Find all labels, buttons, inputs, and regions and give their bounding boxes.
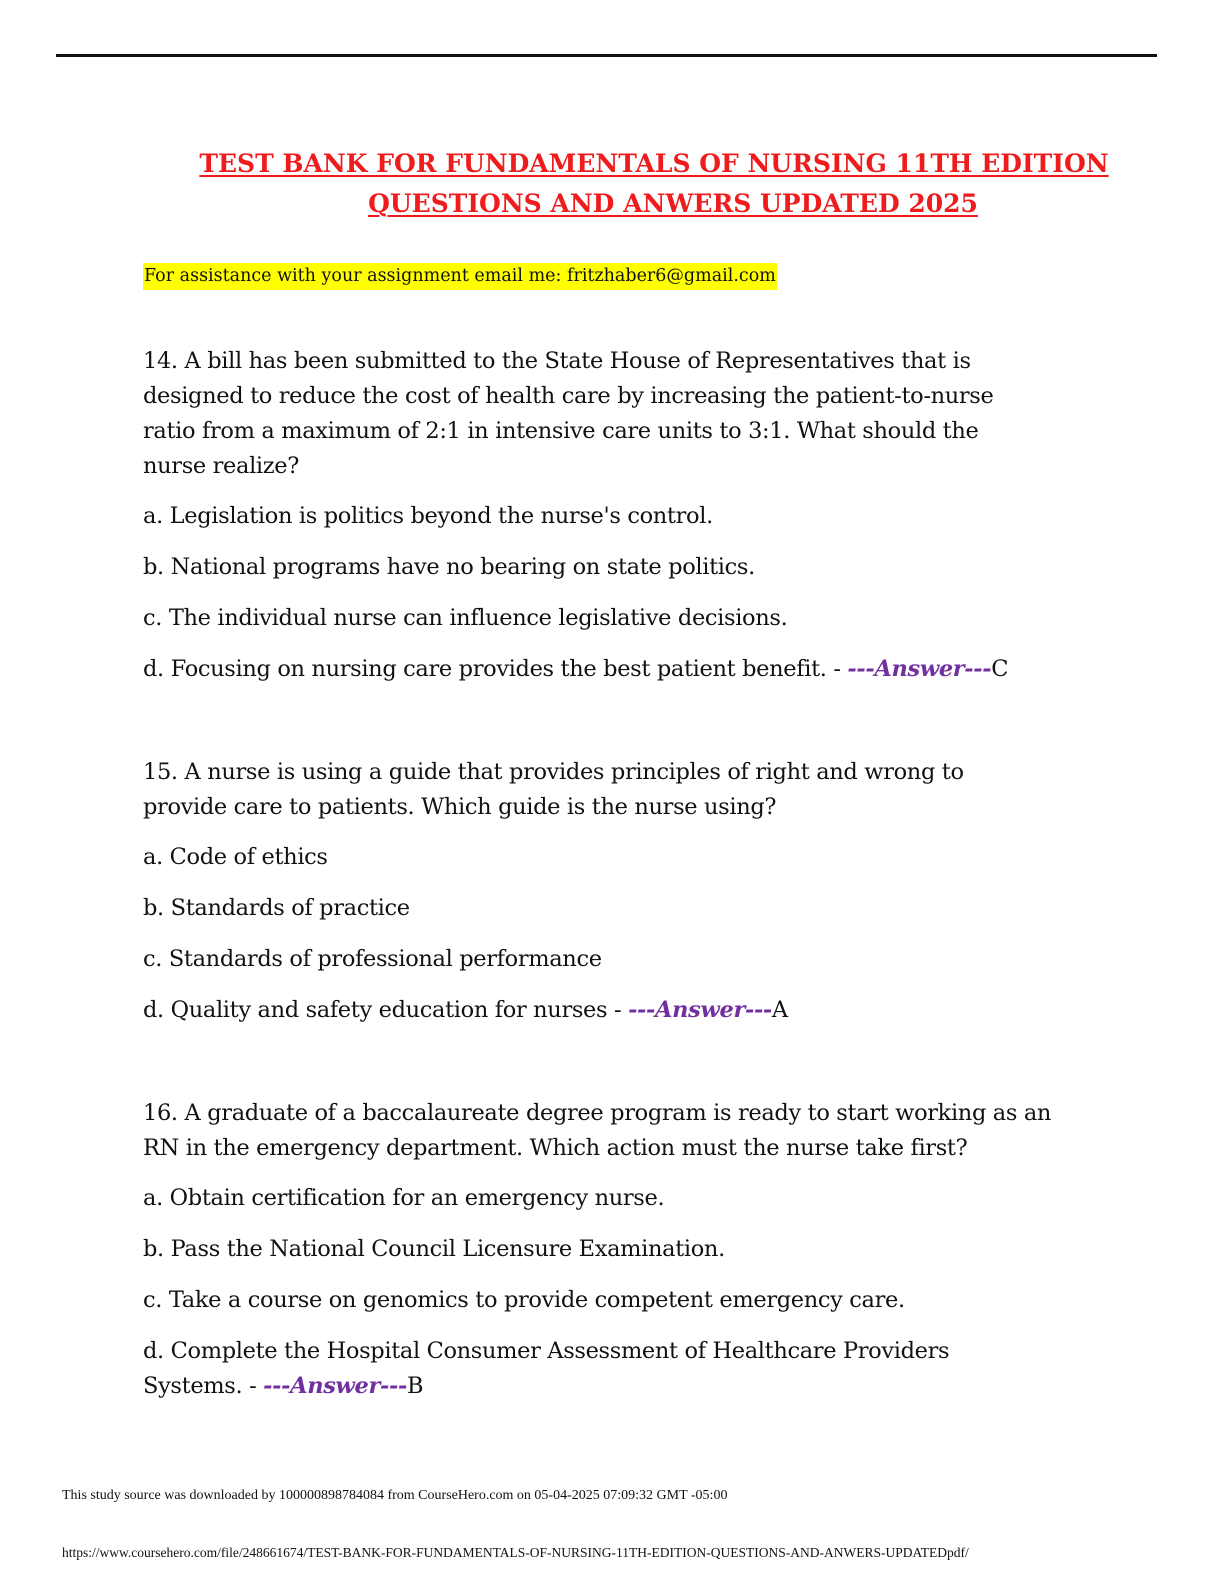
question-16 <box>143 1096 1073 1404</box>
document-title <box>100 144 1208 224</box>
question-stem: 15. A nurse is using a guide that provides principles of right and wrong to provide care to patients. Which guide is the nurse using? <box>143 759 964 820</box>
question-stem: 16. A graduate of a baccalaureate degree program is ready to start working as an RN in the emergency department. Which action must the nurse take first? <box>143 1100 1052 1161</box>
answer-letter: C <box>991 656 1009 682</box>
assistance-note: For assistance with your assignment email me: fritzhaber6@gmail.com <box>143 263 777 290</box>
option-a: a. Code of ethics <box>143 844 328 870</box>
question-stem: 14. A bill has been submitted to the State House of Representatives that is designed to reduce the cost of health care by increasing the patient-to-nurse ratio from a maximum of 2:1 in intensive care units to 3:1. What should the nurse realize? <box>143 348 994 479</box>
option-b: b. Standards of practice <box>143 895 410 921</box>
answer-marker: ---Answer--- <box>263 1373 407 1399</box>
option-c: c. The individual nurse can influence legislative decisions. <box>143 605 788 631</box>
option-d-text: d. Quality and safety education for nurses - <box>143 997 629 1023</box>
top-rule <box>56 54 1157 57</box>
option-c: c. Standards of professional performance <box>143 946 602 972</box>
option-c: c. Take a course on genomics to provide competent emergency care. <box>143 1287 905 1313</box>
answer-letter: A <box>771 997 788 1023</box>
title-line-2: QUESTIONS AND ANWERS UPDATED 2025 <box>368 189 978 218</box>
question-14 <box>143 344 1073 687</box>
option-d <box>143 1334 1003 1404</box>
option-d <box>143 993 1073 1028</box>
answer-marker: ---Answer--- <box>847 656 992 682</box>
question-15 <box>143 755 1073 1028</box>
option-b: b. Pass the National Council Licensure Examination. <box>143 1236 725 1262</box>
answer-letter: B <box>406 1373 424 1399</box>
option-d-text: d. Complete the Hospital Consumer Assessment of Healthcare Providers Systems. - <box>143 1338 950 1399</box>
title-line-1: TEST BANK FOR FUNDAMENTALS OF NURSING 11TH EDITION <box>199 149 1109 178</box>
option-d <box>143 652 1073 687</box>
option-b: b. National programs have no bearing on state politics. <box>143 554 755 580</box>
footer-url[interactable]: https://www.coursehero.com/file/248661674/TEST-BANK-FOR-FUNDAMENTALS-OF-NURSING-11TH-EDITION-QUESTIONS-AND-ANWERS-UPDATEDpdf/ <box>62 1545 969 1560</box>
footer-source-note: This study source was downloaded by 100000898784084 from CourseHero.com on 05-04-2025 07:09:32 GMT -05:00 <box>62 1488 728 1503</box>
option-a: a. Obtain certification for an emergency nurse. <box>143 1185 665 1211</box>
option-a: a. Legislation is politics beyond the nurse's control. <box>143 503 713 529</box>
option-d-text: d. Focusing on nursing care provides the best patient benefit. - <box>143 656 848 682</box>
answer-marker: ---Answer--- <box>628 997 772 1023</box>
